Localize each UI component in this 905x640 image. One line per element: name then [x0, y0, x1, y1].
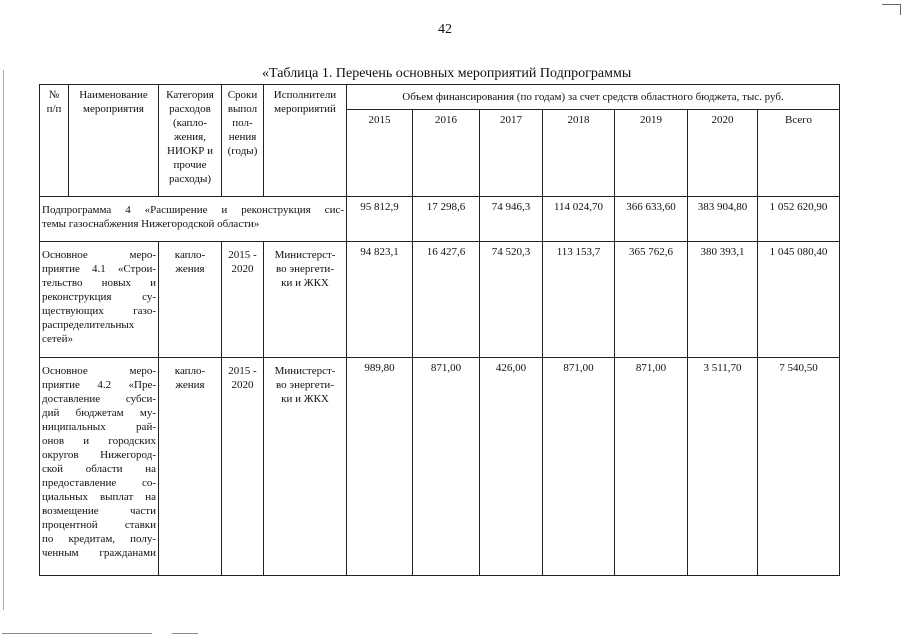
table-cell: 3 511,70 [688, 358, 758, 576]
header-terms [222, 85, 264, 197]
measure-name-line: Основное меро- [42, 249, 156, 261]
measure-name-line: дий бюджетам му- [42, 407, 156, 419]
table-cell: 94 823,1 [347, 242, 413, 358]
header-row [40, 85, 840, 110]
measure-terms-line: 2015 - [228, 249, 257, 261]
table-cell: 871,00 [615, 358, 688, 576]
measure-category [159, 242, 222, 358]
header-total: Всего [758, 110, 840, 197]
measure-name-line: ченным гражданами [42, 547, 156, 559]
header-year-2017: 2017 [480, 110, 543, 197]
header-no-line: № [48, 89, 60, 101]
measure-name-line: доставление субси- [42, 393, 156, 405]
measure-executors-line: во энергети- [276, 379, 334, 391]
measure-category-line: жения [175, 263, 205, 275]
measures-table [39, 84, 840, 576]
header-terms-line: пол- [232, 117, 253, 129]
subprogram-title-line: Подпрограмма 4 «Расширение и реконструкция сис- [42, 204, 344, 216]
header-no-line: п/п [46, 103, 62, 115]
table-cell: 365 762,6 [615, 242, 688, 358]
header-funding: Объем финансирования (по годам) за счет средств областного бюджета, тыс. руб. [347, 85, 840, 110]
header-name-line: мероприятия [83, 103, 144, 115]
header-category-line: (капло- [172, 117, 208, 129]
table-cell: 1 045 080,40 [758, 242, 840, 358]
footer-rule-right [172, 633, 198, 634]
table-cell: 74 520,3 [480, 242, 543, 358]
measure-name-line: ниципальных рай- [42, 421, 156, 433]
table-cell: 871,00 [543, 358, 615, 576]
measure-executors-line: во энергети- [276, 263, 334, 275]
page-number: 42 [438, 22, 452, 37]
measure-name-line: распределительных [42, 319, 135, 331]
measure-row [40, 358, 840, 576]
table-cell: 114 024,70 [543, 197, 615, 242]
table-cell: 1 052 620,90 [758, 197, 840, 242]
table-cell: 426,00 [480, 358, 543, 576]
measure-category [159, 358, 222, 576]
measure-executors-line: ки и ЖКХ [281, 393, 329, 405]
table-cell: 113 153,7 [543, 242, 615, 358]
header-year-2018: 2018 [543, 110, 615, 197]
measure-name [40, 358, 159, 576]
subprogram-title [40, 197, 347, 242]
measure-name-line: округов Нижегород- [42, 449, 156, 461]
header-year-2020: 2020 [688, 110, 758, 197]
header-executors-line: Исполнители [273, 89, 337, 101]
header-terms-line: нения [228, 131, 257, 143]
header-executors-line: мероприятий [274, 103, 336, 115]
measure-name-line: онов и городских [42, 435, 156, 447]
table-cell: 380 393,1 [688, 242, 758, 358]
header-category-line: прочие [173, 159, 207, 171]
subprogram-row [40, 197, 840, 242]
measure-executors-line: Министерст- [274, 249, 336, 261]
table-cell: 7 540,50 [758, 358, 840, 576]
measure-name-line: приятие 4.1 «Строи- [42, 263, 156, 275]
margin-rule [3, 70, 4, 610]
measure-name-line: ской области на [42, 463, 156, 475]
measure-name-line: тельство новых и [42, 277, 156, 289]
measure-name-line: Основное меро- [42, 365, 156, 377]
measure-category-line: капло- [174, 249, 206, 261]
measure-name-line: возмещение части [42, 505, 156, 517]
measure-name-line: циальных выплат на [42, 491, 156, 503]
measure-row [40, 242, 840, 358]
measure-terms [222, 358, 264, 576]
header-category-line: расходов [169, 103, 211, 115]
measure-name-line: ществующих газо- [42, 305, 156, 317]
measure-name [40, 242, 159, 358]
header-terms-line: (годы) [227, 145, 258, 157]
header-category-line: расходы) [168, 173, 212, 185]
table-cell: 17 298,6 [413, 197, 480, 242]
measure-terms-line: 2020 [231, 263, 254, 275]
header-category [159, 85, 222, 197]
header-no [40, 85, 69, 197]
measure-name-line: предоставление со- [42, 477, 156, 489]
measure-name-line: реконструкция су- [42, 291, 156, 303]
header-name [69, 85, 159, 197]
subprogram-title-line: темы газоснабжения Нижегородской области» [42, 218, 260, 230]
table-cell: 989,80 [347, 358, 413, 576]
measure-executors [264, 358, 347, 576]
header-category-line: НИОКР и [167, 145, 213, 157]
measure-name-line: приятие 4.2 «Пре- [42, 379, 156, 391]
measure-executors-line: ки и ЖКХ [281, 277, 329, 289]
measure-name-line: сетей» [42, 333, 73, 345]
corner-mark [882, 4, 901, 15]
table-cell: 366 633,60 [615, 197, 688, 242]
measure-category-line: жения [175, 379, 205, 391]
measure-name-line: по кредитам, полу- [42, 533, 156, 545]
header-category-line: Категория [166, 89, 214, 101]
header-executors [264, 85, 347, 197]
header-year-2015: 2015 [347, 110, 413, 197]
header-category-line: жения, [174, 131, 206, 143]
table-cell: 16 427,6 [413, 242, 480, 358]
measure-terms-line: 2015 - [228, 365, 257, 377]
footer-rule-left [2, 633, 152, 634]
header-terms-line: Сроки [227, 89, 258, 101]
measure-terms-line: 2020 [231, 379, 254, 391]
table-cell: 74 946,3 [480, 197, 543, 242]
table-cell: 95 812,9 [347, 197, 413, 242]
header-name-line: Наименование [79, 89, 148, 101]
table-title: «Таблица 1. Перечень основных мероприятий Подпрограммы [262, 66, 632, 81]
measure-terms [222, 242, 264, 358]
header-year-2016: 2016 [413, 110, 480, 197]
header-year-2019: 2019 [615, 110, 688, 197]
measure-executors [264, 242, 347, 358]
measure-category-line: капло- [174, 365, 206, 377]
table-cell: 871,00 [413, 358, 480, 576]
header-terms-line: выпол [227, 103, 258, 115]
measure-name-line: процентной ставки [42, 519, 156, 531]
measure-executors-line: Министерст- [274, 365, 336, 377]
table-cell: 383 904,80 [688, 197, 758, 242]
